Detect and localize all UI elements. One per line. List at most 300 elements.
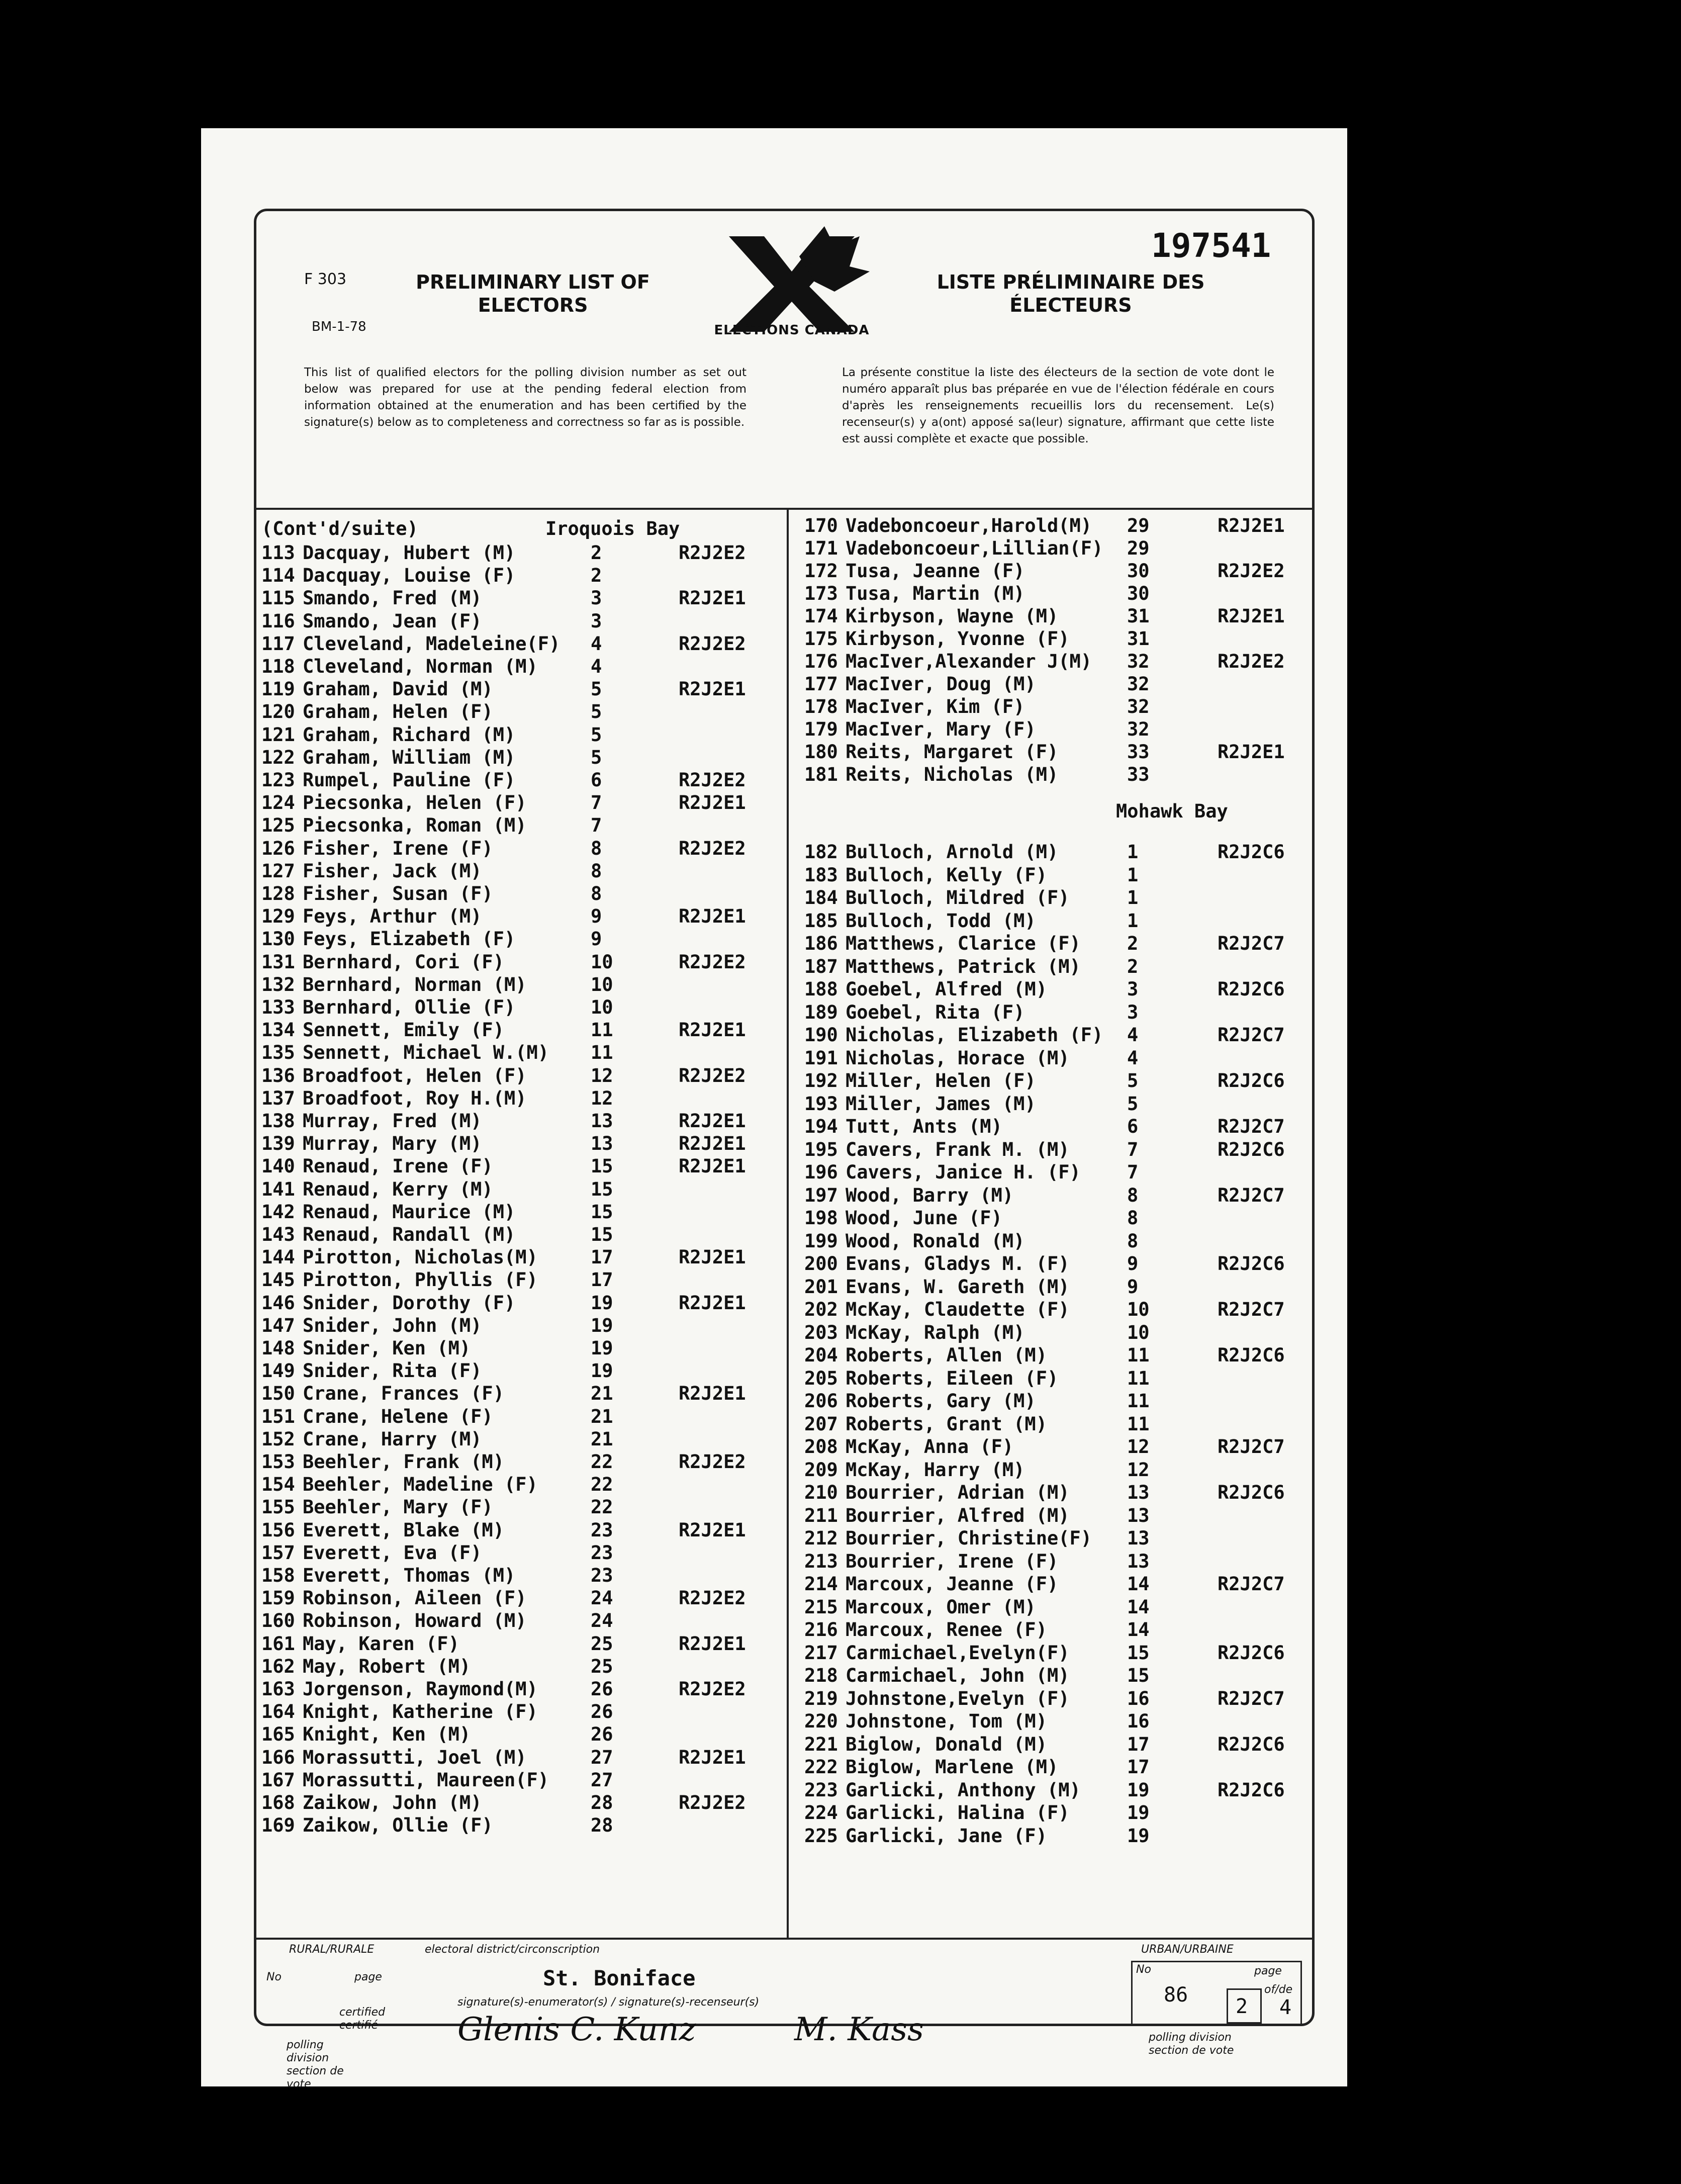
elector-name: Roberts, Gary (M): [846, 1390, 1036, 1412]
elector-number: 156: [261, 1519, 295, 1541]
elector-row: [261, 1473, 784, 1496]
elector-address-number: 12: [1127, 1459, 1150, 1481]
elector-name: Snider, Rita (F): [303, 1360, 482, 1382]
elector-row: [261, 1791, 784, 1814]
elector-row: [804, 1550, 1307, 1573]
elector-postal-code: R2J2E1: [679, 792, 746, 814]
elector-row: [261, 769, 784, 791]
elector-address-number: 15: [591, 1201, 613, 1223]
elector-name: McKay, Harry (M): [846, 1459, 1025, 1481]
elector-address-number: 4: [1127, 1047, 1139, 1069]
elector-row: [804, 864, 1307, 886]
elector-row: [804, 1687, 1307, 1710]
intro-english: This list of qualified electors for the polling division number as set out below was prepared for use at the pending federal election from information obtained at the enumeration and has been certified by the signature(s) below as to completeness and correctness so far as is possible.: [304, 366, 746, 429]
elector-row: [261, 678, 784, 700]
elector-number: 222: [804, 1756, 838, 1778]
elector-row: [261, 1382, 784, 1405]
elector-name: Vadeboncoeur,Lillian(F): [846, 537, 1103, 559]
elector-postal-code: R2J2E2: [679, 837, 746, 859]
elector-row: [261, 996, 784, 1019]
elector-number: 183: [804, 864, 838, 886]
elector-row: [804, 886, 1307, 909]
elector-name: Cleveland, Madeleine(F): [303, 632, 561, 655]
elector-address-number: 19: [591, 1314, 613, 1336]
elector-row: [804, 1710, 1307, 1733]
elector-postal-code: R2J2E1: [679, 678, 746, 700]
elector-address-number: 3: [1127, 1001, 1139, 1023]
polling-label-right: polling division section de vote: [1149, 2031, 1234, 2057]
elector-address-number: 32: [1127, 696, 1150, 717]
elector-number: 196: [804, 1161, 838, 1183]
elector-address-number: 23: [591, 1541, 613, 1564]
elector-address-number: 7: [591, 792, 602, 814]
elector-name: Murray, Fred (M): [303, 1110, 482, 1132]
serial-number: 197541: [1151, 226, 1271, 265]
elector-row: [804, 537, 1307, 560]
elector-name: Cavers, Janice H. (F): [846, 1161, 1081, 1183]
elector-number: 167: [261, 1769, 295, 1791]
elector-row: [261, 1587, 784, 1609]
elector-number: 207: [804, 1413, 838, 1435]
elector-address-number: 5: [591, 746, 602, 768]
elector-number: 114: [261, 565, 295, 587]
elector-number: 141: [261, 1178, 295, 1200]
elector-number: 121: [261, 723, 295, 746]
logo-text: ELECTIONS CANADA: [714, 323, 870, 338]
elector-number: 122: [261, 746, 295, 768]
elector-name: Zaikow, John (M): [303, 1792, 482, 1813]
elector-name: Zaikow, Ollie (F): [303, 1814, 493, 1837]
elector-postal-code: R2J2E1: [1218, 515, 1285, 536]
elector-address-number: 25: [591, 1632, 613, 1655]
title-english: PRELIMINARY LIST OF ELECTORS: [416, 271, 650, 316]
elector-number: 126: [261, 837, 295, 859]
elector-postal-code: R2J2E2: [679, 1792, 746, 1813]
elector-row: [804, 1504, 1307, 1527]
elector-address-number: 11: [1127, 1344, 1150, 1366]
elector-number: 188: [804, 978, 838, 1000]
elector-row: [804, 514, 1307, 537]
elector-name: Beehler, Frank (M): [303, 1451, 504, 1473]
elector-name: Morassutti, Joel (M): [303, 1746, 527, 1768]
elector-row: [804, 1024, 1307, 1046]
elector-name: Dacquay, Hubert (M): [303, 542, 516, 564]
elector-address-number: 7: [1127, 1161, 1139, 1183]
elector-number: 135: [261, 1042, 295, 1064]
elector-number: 152: [261, 1428, 295, 1450]
elector-row: [261, 791, 784, 814]
elector-address-number: 32: [1127, 718, 1150, 740]
elector-postal-code: R2J2C7: [1218, 1436, 1285, 1458]
elector-address-number: 29: [1127, 515, 1150, 536]
elector-name: Cleveland, Norman (M): [303, 656, 538, 677]
elector-name: Crane, Helene (F): [303, 1405, 493, 1427]
elector-name: May, Karen (F): [303, 1632, 459, 1655]
electoral-district: St. Boniface: [543, 1966, 696, 1990]
elector-address-number: 8: [591, 837, 602, 859]
elector-address-number: 2: [591, 565, 602, 587]
elector-row: [804, 718, 1307, 741]
elector-postal-code: R2J2C7: [1218, 1687, 1285, 1709]
elector-address-number: 19: [591, 1360, 613, 1382]
elector-name: Robinson, Howard (M): [303, 1610, 527, 1632]
elector-number: 123: [261, 769, 295, 791]
elector-number: 202: [804, 1299, 838, 1320]
elector-number: 157: [261, 1541, 295, 1564]
elector-name: Renaud, Randall (M): [303, 1224, 516, 1245]
elector-number: 143: [261, 1224, 295, 1245]
cont-label: (Cont'd/suite): [261, 518, 418, 539]
elector-name: Broadfoot, Roy H.(M): [303, 1087, 527, 1109]
elector-name: Sennett, Emily (F): [303, 1019, 504, 1041]
elector-name: Roberts, Allen (M): [846, 1344, 1047, 1366]
elector-number: 173: [804, 583, 838, 604]
elector-row: [804, 1184, 1307, 1207]
elector-row: [261, 1746, 784, 1769]
elector-name: Snider, Ken (M): [303, 1337, 471, 1359]
title-french: LISTE PRÉLIMINAIRE DES ÉLECTEURS: [937, 271, 1205, 316]
elector-name: Dacquay, Louise (F): [303, 565, 516, 587]
elector-number: 133: [261, 996, 295, 1018]
elector-address-number: 28: [591, 1814, 613, 1837]
elector-name: Pirotton, Nicholas(M): [303, 1246, 538, 1268]
elector-row: [804, 1642, 1307, 1664]
elector-address-number: 1: [1127, 841, 1139, 863]
elector-row: [261, 1314, 784, 1337]
elector-name: Wood, Ronald (M): [846, 1230, 1025, 1252]
elector-address-number: 27: [591, 1769, 613, 1791]
elector-row: [261, 1041, 784, 1064]
polling-number: 86: [1164, 1983, 1188, 2007]
elector-postal-code: R2J2E1: [679, 1246, 746, 1268]
elector-address-number: 23: [591, 1565, 613, 1586]
elector-address-number: 10: [1127, 1321, 1150, 1343]
elector-row: [261, 814, 784, 837]
elector-number: 225: [804, 1825, 838, 1847]
elector-name: Marcoux, Jeanne (F): [846, 1573, 1059, 1595]
elector-number: 198: [804, 1207, 838, 1229]
elector-number: 220: [804, 1710, 838, 1732]
elector-address-number: 19: [1127, 1825, 1150, 1847]
elector-address-number: 21: [591, 1405, 613, 1427]
elector-number: 125: [261, 814, 295, 837]
elector-name: Bulloch, Mildred (F): [846, 887, 1070, 908]
elector-number: 216: [804, 1619, 838, 1641]
elector-row: [261, 1405, 784, 1428]
divider-top: [256, 508, 1312, 510]
elector-row: [804, 1069, 1307, 1092]
elector-row: [261, 1268, 784, 1291]
elector-row: [804, 1344, 1307, 1367]
elector-name: Renaud, Kerry (M): [303, 1178, 493, 1200]
elector-name: MacIver, Doug (M): [846, 673, 1036, 695]
elector-address-number: 16: [1127, 1710, 1150, 1732]
elector-number: 162: [261, 1655, 295, 1677]
intro-french: La présente constitue la liste des électeurs de la section de vote dont le numéro apparaît plus bas préparée en vue de l'élection fédérale en cours d'après les renseignements recueillis lors du recensement. Le(s) recenseur(s) y a(ont) apposé sa(leur) signature, affirmant que cette liste est aussi complète et exacte que possible.: [842, 366, 1274, 445]
elector-number: 224: [804, 1802, 838, 1824]
elector-number: 163: [261, 1678, 295, 1700]
elector-address-number: 5: [591, 678, 602, 700]
elector-row: [804, 1779, 1307, 1801]
elector-name: Bourrier, Alfred (M): [846, 1504, 1070, 1526]
elector-number: 137: [261, 1087, 295, 1109]
elector-address-number: 32: [1127, 651, 1150, 672]
elector-name: Carmichael, John (M): [846, 1665, 1070, 1686]
elector-address-number: 26: [591, 1723, 613, 1746]
elector-name: McKay, Claudette (F): [846, 1299, 1070, 1320]
elector-number: 221: [804, 1733, 838, 1755]
elector-number: 149: [261, 1360, 295, 1382]
signature-enumerator-1: Glenis C. Kunz: [457, 2011, 696, 2048]
elector-name: Beehler, Mary (F): [303, 1496, 493, 1518]
elector-row: [804, 1207, 1307, 1229]
elector-name: Evans, Gladys M. (F): [846, 1253, 1070, 1275]
elector-number: 176: [804, 651, 838, 672]
elector-name: Robinson, Aileen (F): [303, 1587, 527, 1609]
elector-name: Bernhard, Cori (F): [303, 951, 504, 973]
street-iroquois-bay: Iroquois Bay: [545, 518, 680, 539]
elector-address-number: 21: [591, 1428, 613, 1450]
elector-number: 190: [804, 1024, 838, 1046]
elector-name: Feys, Elizabeth (F): [303, 928, 516, 950]
elector-address-number: 5: [591, 701, 602, 723]
elector-row: [261, 1223, 784, 1246]
elector-postal-code: R2J2E2: [679, 1678, 746, 1700]
elector-postal-code: R2J2C6: [1218, 1482, 1285, 1503]
elector-row: [804, 1161, 1307, 1184]
elector-postal-code: R2J2E1: [1218, 741, 1285, 763]
elector-number: 201: [804, 1276, 838, 1298]
elector-number: 178: [804, 696, 838, 717]
elector-name: Murray, Mary (M): [303, 1133, 482, 1155]
elector-row: [804, 1664, 1307, 1687]
elector-postal-code: R2J2E2: [679, 1587, 746, 1609]
elector-number: 181: [804, 764, 838, 785]
form-border: [254, 209, 1315, 2090]
elector-address-number: 11: [591, 1019, 613, 1041]
elector-name: Johnstone,Evelyn (F): [846, 1687, 1070, 1709]
elector-postal-code: R2J2E1: [679, 1155, 746, 1177]
elector-address-number: 10: [591, 951, 613, 973]
urban-no-label: No: [1136, 1963, 1151, 1976]
elector-row: [261, 1201, 784, 1223]
elector-name: Piecsonka, Roman (M): [303, 814, 527, 837]
elector-name: Miller, James (M): [846, 1093, 1036, 1115]
elector-address-number: 12: [591, 1087, 613, 1109]
elector-name: Garlicki, Jane (F): [846, 1825, 1047, 1847]
elector-address-number: 30: [1127, 583, 1150, 604]
elector-name: Biglow, Donald (M): [846, 1733, 1047, 1755]
elector-postal-code: R2J2E2: [679, 951, 746, 973]
elector-row: [261, 1178, 784, 1201]
elector-address-number: 2: [1127, 955, 1139, 977]
elector-row: [804, 955, 1307, 978]
elector-address-number: 17: [1127, 1756, 1150, 1778]
elector-row: [804, 582, 1307, 605]
elector-number: 144: [261, 1246, 295, 1268]
elector-address-number: 2: [591, 542, 602, 564]
page-total: 4: [1279, 1996, 1292, 2019]
elector-number: 179: [804, 718, 838, 740]
elector-number: 113: [261, 542, 295, 564]
elector-address-number: 13: [1127, 1527, 1150, 1549]
elector-number: 129: [261, 905, 295, 928]
elector-address-number: 15: [591, 1178, 613, 1200]
district-label: electoral district/circonscription: [425, 1943, 600, 1956]
elector-number: 217: [804, 1642, 838, 1664]
elector-number: 184: [804, 887, 838, 908]
elector-address-number: 1: [1127, 864, 1139, 886]
elector-number: 219: [804, 1687, 838, 1709]
elector-postal-code: R2J2E1: [679, 1292, 746, 1314]
elector-name: Bourrier, Irene (F): [846, 1550, 1059, 1572]
elector-address-number: 26: [591, 1678, 613, 1700]
elector-name: Miller, Helen (F): [846, 1070, 1036, 1091]
elector-row: [804, 627, 1307, 650]
elector-number: 132: [261, 973, 295, 995]
elector-address-number: 24: [591, 1587, 613, 1609]
elector-address-number: 16: [1127, 1687, 1150, 1709]
elector-number: 146: [261, 1292, 295, 1314]
elector-number: 194: [804, 1116, 838, 1137]
elector-postal-code: R2J2E1: [679, 1519, 746, 1541]
elector-address-number: 31: [1127, 605, 1150, 627]
elector-number: 180: [804, 741, 838, 763]
elector-name: Bulloch, Arnold (M): [846, 841, 1059, 863]
elector-postal-code: R2J2E2: [679, 632, 746, 655]
elector-address-number: 13: [591, 1110, 613, 1132]
elector-row: [261, 1246, 784, 1268]
elector-row: [261, 1450, 784, 1473]
elector-postal-code: R2J2E2: [679, 1064, 746, 1086]
elector-number: 187: [804, 955, 838, 977]
elector-row: [261, 1155, 784, 1177]
elector-row: [261, 1132, 784, 1155]
elector-name: Wood, Barry (M): [846, 1184, 1014, 1206]
elector-postal-code: R2J2C7: [1218, 1573, 1285, 1595]
elector-address-number: 5: [591, 723, 602, 746]
elector-address-number: 14: [1127, 1596, 1150, 1618]
elector-name: Fisher, Jack (M): [303, 860, 482, 882]
elector-address-number: 3: [1127, 978, 1139, 1000]
elector-name: Graham, David (M): [303, 678, 493, 700]
elector-name: Graham, William (M): [303, 746, 516, 768]
elector-name: Piecsonka, Helen (F): [303, 792, 527, 814]
elector-number: 164: [261, 1701, 295, 1723]
elector-name: Morassutti, Maureen(F): [303, 1769, 549, 1791]
elector-postal-code: R2J2C7: [1218, 1184, 1285, 1206]
elector-name: Tusa, Jeanne (F): [846, 560, 1025, 582]
elector-postal-code: R2J2E1: [679, 1110, 746, 1132]
elector-name: Matthews, Patrick (M): [846, 955, 1081, 977]
elector-row: [261, 1541, 784, 1564]
elector-number: 140: [261, 1155, 295, 1177]
elector-address-number: 22: [591, 1451, 613, 1473]
elector-number: 182: [804, 841, 838, 863]
elector-row: [804, 1252, 1307, 1275]
elector-postal-code: R2J2C6: [1218, 1344, 1285, 1366]
elector-number: 191: [804, 1047, 838, 1069]
elector-row: [804, 1115, 1307, 1138]
elector-row: [804, 1093, 1307, 1115]
elector-number: 215: [804, 1596, 838, 1618]
elector-name: Bulloch, Kelly (F): [846, 864, 1047, 886]
elector-row: [261, 1519, 784, 1541]
elector-address-number: 28: [591, 1792, 613, 1813]
elector-name: MacIver,Alexander J(M): [846, 651, 1092, 672]
elector-name: Biglow, Marlene (M): [846, 1756, 1059, 1778]
elector-row: [804, 1390, 1307, 1412]
elector-postal-code: R2J2E1: [679, 1632, 746, 1655]
elector-address-number: 15: [1127, 1642, 1150, 1664]
elector-address-number: 21: [591, 1383, 613, 1405]
elector-name: Roberts, Eileen (F): [846, 1367, 1059, 1389]
elector-row: [261, 1655, 784, 1678]
elector-name: Garlicki, Anthony (M): [846, 1779, 1081, 1801]
elector-row: [804, 1276, 1307, 1298]
elector-name: McKay, Ralph (M): [846, 1321, 1025, 1343]
elector-number: 186: [804, 933, 838, 954]
elector-row: [804, 1001, 1307, 1024]
elector-row: [261, 1110, 784, 1132]
elector-address-number: 12: [1127, 1436, 1150, 1458]
elector-number: 130: [261, 928, 295, 950]
elector-row: [804, 1756, 1307, 1778]
elector-list-sheet: [201, 128, 1347, 2090]
elector-number: 138: [261, 1110, 295, 1132]
elector-name: Marcoux, Renee (F): [846, 1619, 1047, 1641]
elector-row: [261, 860, 784, 882]
elector-postal-code: R2J2C6: [1218, 1138, 1285, 1160]
elector-address-number: 4: [591, 656, 602, 677]
elector-number: 195: [804, 1138, 838, 1160]
elector-number: 142: [261, 1201, 295, 1223]
elector-number: 203: [804, 1321, 838, 1343]
elector-number: 165: [261, 1723, 295, 1746]
elector-postal-code: R2J2C6: [1218, 1779, 1285, 1801]
elector-number: 200: [804, 1253, 838, 1275]
elector-name: Kirbyson, Wayne (M): [846, 605, 1059, 627]
elector-address-number: 26: [591, 1701, 613, 1723]
elector-address-number: 33: [1127, 764, 1150, 785]
elector-postal-code: R2J2C6: [1218, 1642, 1285, 1664]
elector-address-number: 9: [1127, 1276, 1139, 1298]
elector-number: 124: [261, 792, 295, 814]
elector-address-number: 14: [1127, 1619, 1150, 1641]
elector-address-number: 9: [591, 905, 602, 928]
elector-row: [261, 1723, 784, 1746]
elector-postal-code: R2J2E1: [679, 1133, 746, 1155]
elector-row: [261, 1564, 784, 1587]
elector-row: [804, 1825, 1307, 1847]
form-date: BM-1-78: [312, 319, 366, 334]
elector-row: [804, 1138, 1307, 1161]
elector-name: Evans, W. Gareth (M): [846, 1276, 1070, 1298]
elector-address-number: 22: [591, 1496, 613, 1518]
elector-name: Carmichael,Evelyn(F): [846, 1642, 1070, 1664]
elector-name: Bernhard, Ollie (F): [303, 996, 516, 1018]
elector-postal-code: R2J2C7: [1218, 1299, 1285, 1320]
elector-name: Kirbyson, Yvonne (F): [846, 628, 1070, 650]
column-divider: [787, 510, 789, 1938]
elector-row: [261, 1700, 784, 1723]
elector-postal-code: R2J2E2: [679, 542, 746, 564]
elector-row: [261, 1609, 784, 1632]
elector-number: 208: [804, 1436, 838, 1458]
elector-row: [804, 650, 1307, 673]
elector-row: [804, 1801, 1307, 1824]
elector-postal-code: R2J2C6: [1218, 978, 1285, 1000]
